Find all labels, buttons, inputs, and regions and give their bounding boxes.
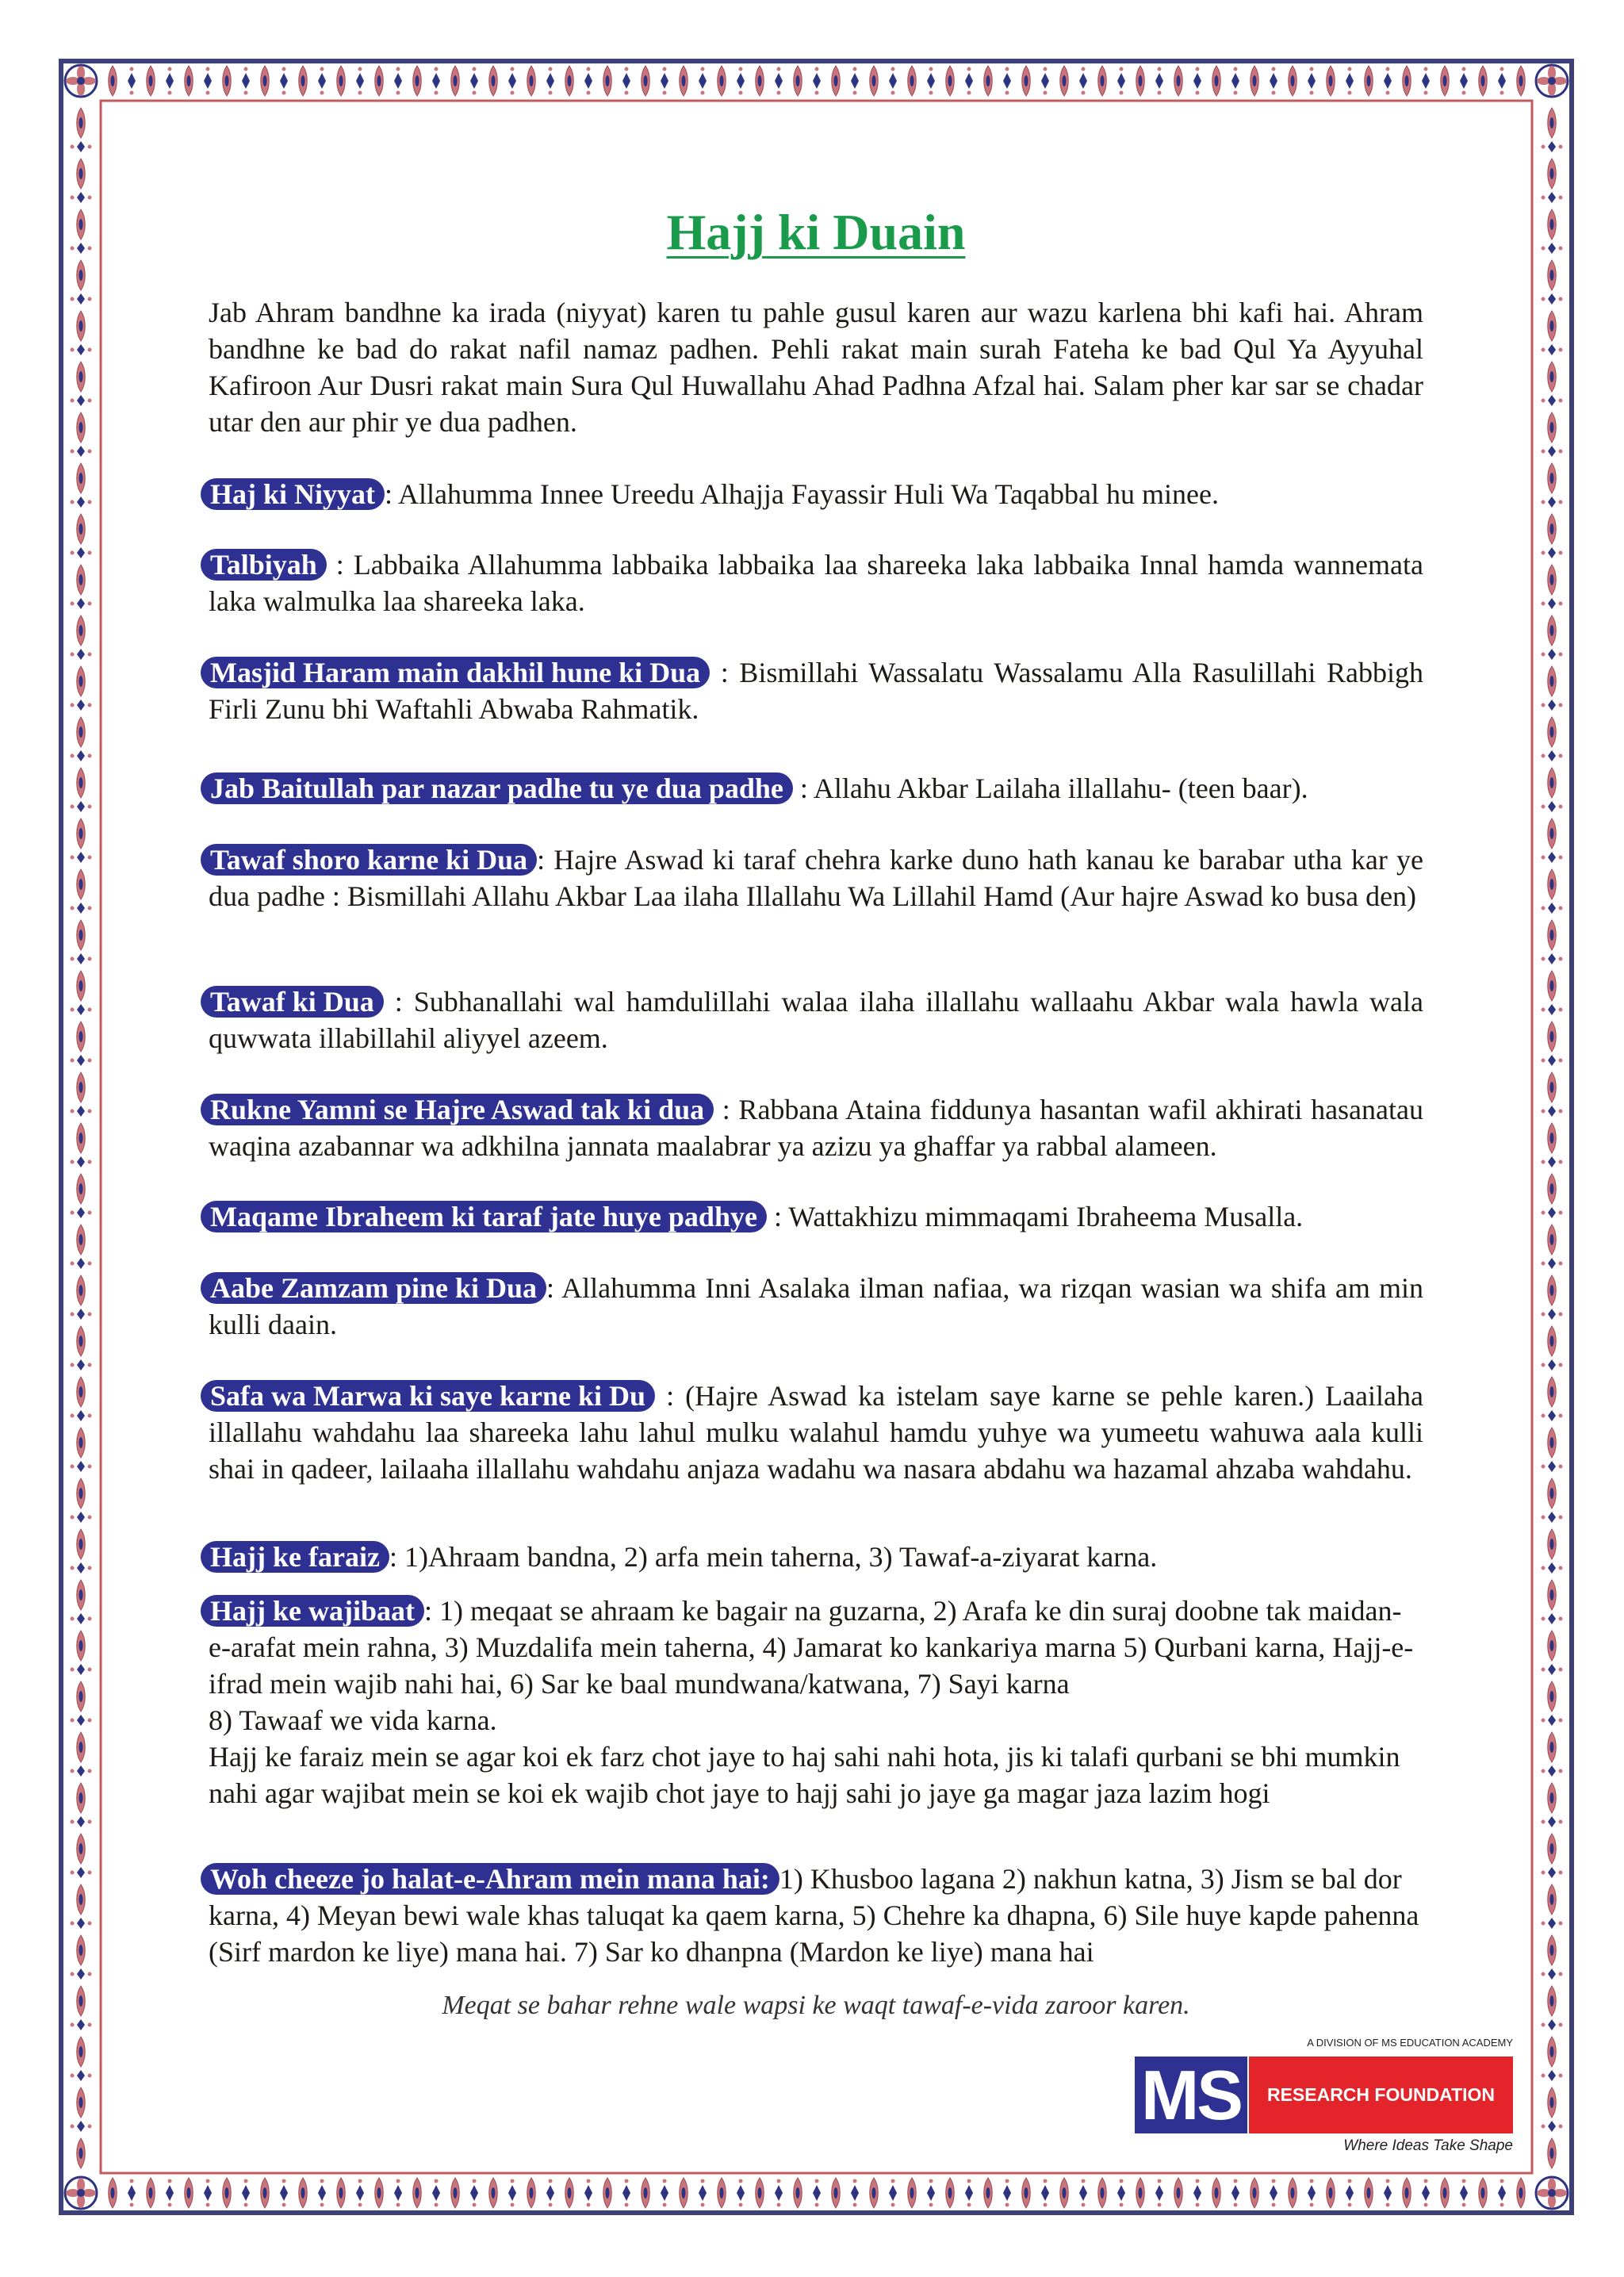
right-ornament-strip bbox=[1532, 103, 1572, 2171]
section-label: Tawaf shoro karne ki Dua bbox=[201, 844, 537, 876]
section-text: : Allahumma Innee Ureedu Alhajja Fayassir Huli Wa Taqabbal hu minee. bbox=[385, 478, 1219, 510]
corner-ornament-bottom-right bbox=[1536, 2177, 1568, 2209]
section-jab-baitullah bbox=[209, 770, 1423, 807]
wajibaat-item-8: 8) Tawaaf we vida karna. bbox=[209, 1704, 497, 1736]
section-label: Jab Baitullah par nazar padhe tu ye dua padhe bbox=[201, 772, 793, 804]
section-text: 1) Khusboo lagana 2) nakhun katna, 3) Jism se bal dor karna, 4) Meyan bewi wale khas taluqat ka qaem karna, 5) Chehre ka dhapna, 6) Sile huye kapde pahenna (Sirf mardon ke liye) mana hai. 7) Sar ko dhanpna (Mardon ke liye) mana hai bbox=[209, 1863, 1419, 1968]
section-maqame-ibraheem bbox=[209, 1198, 1423, 1235]
page-title bbox=[209, 201, 1423, 264]
section-text: : Bismillahi Wassalatu Wassalamu Alla Rasulillahi Rabbigh Firli Zunu bhi Waftahli Abwaba Rahmatik. bbox=[209, 657, 1423, 725]
section-text: : Wattakhizu mimmaqami Ibraheema Musalla. bbox=[766, 1201, 1304, 1232]
intro-paragraph: Jab Ahram bandhne ka irada (niyyat) karen tu pahle gusul karen aur wazu karlena bhi kafi hai. Ahram bandhne ke bad do rakat nafil namaz padhen. Pehli rakat main surah Fateha ke bad Qul Ya Ayyuhal Kafiroon Aur Dusri rakat main Sura Qul Huwallahu Ahad Padhna Afzal hai. Salam pher kar sar se chadar utar den aur phir ye dua padhen. bbox=[209, 297, 1423, 438]
section-hajj-ke-wajibaat bbox=[209, 1593, 1423, 1811]
section-label: Hajj ke wajibaat bbox=[201, 1595, 424, 1627]
section-talbiyah bbox=[209, 546, 1423, 619]
logo-division-text: A DIVISION OF MS EDUCATION ACADEMY bbox=[1307, 2037, 1513, 2049]
top-ornament-strip bbox=[103, 61, 1530, 101]
closing-note: Meqat se bahar rehne wale wapsi ke waqt tawaf-e-vida zaroor karen. bbox=[442, 1991, 1190, 2020]
corner-ornament-top-left bbox=[65, 65, 97, 97]
section-label: Rukne Yamni se Hajre Aswad tak ki dua bbox=[201, 1094, 714, 1125]
section-label: Woh cheeze jo halat-e-Ahram mein mana hai: bbox=[201, 1863, 779, 1895]
section-rukne-yamni bbox=[209, 1091, 1423, 1164]
wajibaat-list bbox=[209, 1593, 1423, 1702]
section-text: : Allahu Akbar Lailaha illallahu- (teen baar). bbox=[792, 772, 1308, 804]
section-text: : 1)Ahraam bandna, 2) arfa mein taherna, 3) Tawaf-a-ziyarat karna. bbox=[389, 1541, 1158, 1573]
section-label: Haj ki Niyyat bbox=[201, 478, 385, 510]
ms-research-foundation-logo bbox=[1135, 2057, 1513, 2133]
section-label: Aabe Zamzam pine ki Dua bbox=[201, 1272, 546, 1304]
section-text: : Subhanallahi wal hamdulillahi walaa ilaha illallahu wallaahu Akbar wala hawla wala quwwata illabillahil aliyyel azeem. bbox=[209, 986, 1423, 1054]
section-safa-wa-marwa bbox=[209, 1378, 1423, 1487]
section-ahram-restrictions bbox=[209, 1861, 1423, 1970]
page-title-text: Hajj ki Duain bbox=[666, 204, 966, 260]
section-text: : Rabbana Ataina fiddunya hasantan wafil akhirati hasanatau waqina azabannar wa adkhilna jannata maalabrar ya azizu ya ghaffar ya rabbal alameen. bbox=[209, 1094, 1423, 1162]
section-label: Masjid Haram main dakhil hune ki Dua bbox=[201, 657, 710, 688]
section-label: Hajj ke faraiz bbox=[201, 1541, 389, 1573]
section-aabe-zamzam bbox=[209, 1270, 1423, 1343]
bottom-ornament-strip bbox=[103, 2173, 1530, 2213]
logo-name: RESEARCH FOUNDATION bbox=[1249, 2057, 1513, 2133]
section-text: : Allahumma Inni Asalaka ilman nafiaa, wa rizqan wasian wa shifa am min kulli daain. bbox=[209, 1272, 1423, 1340]
logo-mark: MS bbox=[1135, 2057, 1247, 2133]
logo-tagline: Where Ideas Take Shape bbox=[1343, 2137, 1513, 2154]
section-label: Talbiyah bbox=[201, 549, 327, 581]
wajibaat-note: Hajj ke faraiz mein se agar koi ek farz chot jaye to haj sahi nahi hota, jis ki talafi qurbani se bhi mumkin nahi agar wajibat mein se koi ek wajib chot jaye to hajj sahi jo jaye ga magar jaza lazim hogi bbox=[209, 1741, 1400, 1809]
section-label: Tawaf ki Dua bbox=[201, 986, 384, 1018]
section-text: : 1) meqaat se ahraam ke bagair na guzarna, 2) Arafa ke din suraj doobne tak maidan-e-arafat mein rahna, 3) Muzdalifa mein taherna, 4) Jamarat ko kankariya marna 5) Qurbani karna, Hajj-e-ifrad mein wajib nahi hai, 6) Sar ke baal mundwana/katwana, 7) Sayi karna bbox=[209, 1595, 1414, 1700]
section-label: Maqame Ibraheem ki taraf jate huye padhye bbox=[201, 1201, 767, 1232]
section-label: Safa wa Marwa ki saye karne ki Du bbox=[201, 1380, 655, 1412]
section-text: : (Hajre Aswad ka istelam saye karne se pehle karen.) Laailaha illallahu wahdahu laa shareeka lahu lahul mulku walahul hamdu yuhye wa yumeetu wahuwa aala kulli shai in qadeer, lailaaha illallahu wahdahu anjaza wadahu wa nasara abdahu wa hazamal ahzaba wahdahu. bbox=[209, 1380, 1423, 1485]
section-text: : Hajre Aswad ki taraf chehra karke duno hath kanau ke barabar utha kar ye dua padhe : Bismillahi Allahu Akbar Laa ilaha Illallahu Wa Lillahil Hamd (Aur hajre Aswad ko busa den) bbox=[209, 844, 1423, 912]
left-ornament-strip bbox=[61, 103, 101, 2171]
section-text: : Labbaika Allahumma labbaika labbaika laa shareeka laka labbaika Innal hamda wannemata laka walmulka laa shareeka laka. bbox=[209, 549, 1423, 617]
section-masjid-haram bbox=[209, 654, 1423, 727]
corner-ornament-top-right bbox=[1536, 65, 1568, 97]
section-tawaf-shoro bbox=[209, 841, 1423, 914]
section-haj-ki-niyyat bbox=[209, 476, 1423, 512]
section-hajj-ke-faraiz bbox=[209, 1539, 1423, 1575]
corner-ornament-bottom-left bbox=[65, 2177, 97, 2209]
section-tawaf-ki-dua bbox=[209, 983, 1423, 1056]
